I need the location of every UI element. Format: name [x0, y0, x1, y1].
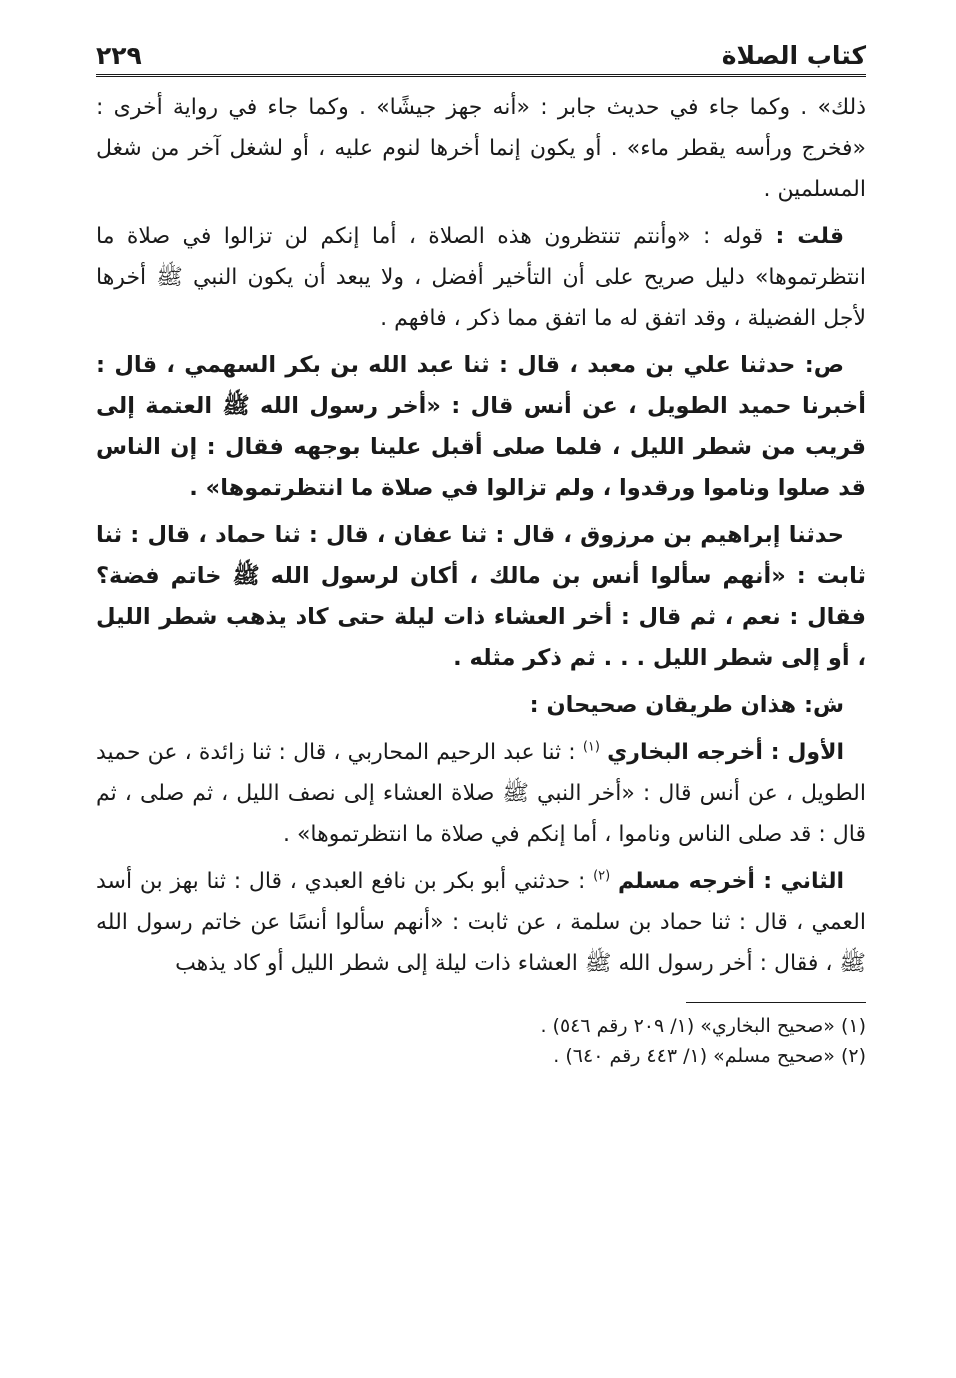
paragraph-text: ش: هذان طريقان صحيحان : — [529, 692, 844, 718]
paragraph-text: ص: حدثنا علي بن معبد ، قال : ثنا عبد الله بن بكر السهمي ، قال : أخبرنا حميد الطويل ، عن أنس قال : «أخر رسول الله ﷺ العتمة إلى قريب من شطر الليل ، فلما صلى أقبل علينا بوجهه فقال : إن الناس قد صلوا وناموا ورقدوا ، ولم تزالوا في صلاة ما انتظرتموها» . — [96, 352, 866, 501]
paragraph-text: : ثنا عبد الرحيم المحاربي ، قال : ثنا زائدة ، عن حميد الطويل ، عن أنس قال : «أخر النبي ﷺ صلاة العشاء إلى نصف الليل ، ثم صلى ، ثم قال : قد صلى الناس وناموا ، أما إنكم في صلاة ما انتظرتموها» . — [96, 740, 866, 847]
footnote: (٢) «صحيح مسلم» (١/ ٤٤٣ رقم ٦٤٠) . — [553, 1045, 866, 1067]
footnotes — [96, 1011, 866, 1071]
paragraph-continuation — [96, 87, 866, 210]
page-number: ٢٢٩ — [96, 41, 142, 70]
paragraph-label: الأول : أخرجه البخاري — [607, 740, 845, 765]
paragraph-text: : حدثني أبو بكر بن نافع العبدي ، قال : ثنا بهز بن أسد العمي ، قال : ثنا حماد بن سلمة ، عن ثابت : «أنهم سألوا أنسًا عن خاتم رسول الله ﷺ ، فقال : أخر رسول الله ﷺ العشاء ذات ليلة إلى شطر الليل أو كاد يذهب — [96, 869, 866, 976]
paragraph-text: حدثنا إبراهيم بن مرزوق ، قال : ثنا عفان ، قال : ثنا حماد ، قال : ثنا ثابت : «أنهم سألوا أنس بن مالك ، أكان لرسول الله ﷺ خاتم فضة؟ فقال : نعم ، ثم قال : أخر العشاء ذات ليلة حتى كاد يذهب شطر الليل ، أو إلى شطر الليل . . . ثم ذكر مثله . — [96, 522, 866, 671]
paragraph-label: الثاني : أخرجه مسلم — [617, 869, 845, 894]
paragraph-second-route — [96, 861, 866, 984]
page-body — [96, 87, 866, 984]
paragraph-explanation-heading — [96, 685, 866, 726]
chapter-title: كتاب الصلاة — [721, 41, 866, 70]
paragraph-hadith-1 — [96, 345, 866, 509]
paragraph-commentary — [96, 216, 866, 339]
paragraph-text: قوله : «وأنتم تنتظرون هذه الصلاة ، أما إنكم لن تزالوا في صلاة ما انتظرتموها» دليل صريح على أن التأخير أفضل ، ولا يبعد أن يكون النبي ﷺ أخرها لأجل الفضيلة ، وقد اتفق له ما اتفق مما ذكر ، فافهم . — [96, 224, 866, 331]
paragraph-text: ذلك» . وكما جاء في حديث جابر : «أنه جهز جيشًا» . وكما جاء في رواية أخرى : «فخرج ورأسه يقطر ماء» . أو يكون إنما أخرها لنوم عليه ، أو لشغل آخر من شغل المسلمين . — [96, 95, 866, 202]
paragraph-label: قلت : — [775, 224, 844, 249]
page-header — [96, 30, 866, 77]
footnote-ref[interactable]: (١) — [582, 739, 600, 755]
paragraph-hadith-2 — [96, 515, 866, 679]
footnote: (١) «صحيح البخاري» (١/ ٢٠٩ رقم ٥٤٦) . — [540, 1015, 866, 1037]
page — [96, 30, 866, 1071]
footnote-ref[interactable]: (٢) — [593, 868, 611, 884]
paragraph-first-route — [96, 732, 866, 855]
footnote-divider — [686, 1002, 866, 1003]
